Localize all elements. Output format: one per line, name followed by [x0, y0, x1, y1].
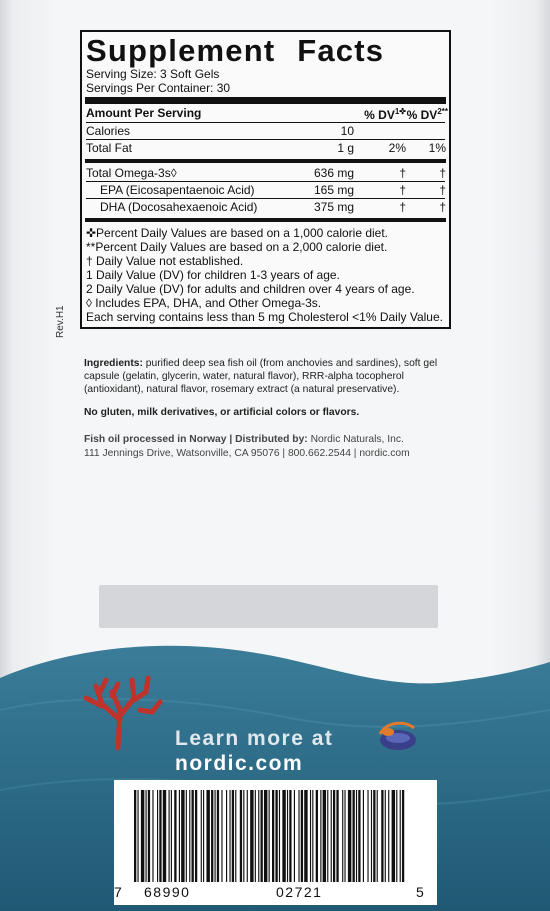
- footnote: **Percent Daily Values are based on a 2,000 calorie diet.: [86, 240, 388, 254]
- barcode-bar: [287, 790, 288, 882]
- thick-divider: [85, 97, 446, 104]
- barcode-bar: [392, 790, 395, 882]
- facts-header-row: [86, 105, 448, 123]
- barcode-bar: [217, 790, 219, 882]
- barcode-bar: [258, 790, 259, 882]
- barcode-bar: [169, 790, 170, 882]
- barcode-bar: [226, 790, 227, 882]
- barcode-bar: [247, 790, 248, 882]
- dv2-header: % $DV^{2**}$: [406, 107, 448, 122]
- barcode-bar: [348, 790, 351, 882]
- distribution-line: Fish oil processed in Norway | Distributed by: Nordic Naturals, Inc.: [84, 434, 404, 445]
- barcode-bar: [344, 790, 345, 882]
- barcode-bar: [396, 790, 397, 882]
- barcode-bar: [203, 790, 204, 882]
- barcode-bar: [171, 790, 172, 882]
- ingredients-text: [84, 357, 456, 396]
- barcode-label: [114, 780, 437, 905]
- barcode-bar: [195, 790, 197, 882]
- nutrient-row: Calories 10: [86, 123, 445, 140]
- barcode-bar: [331, 790, 332, 882]
- barcode-bar: [279, 790, 280, 882]
- footnote: ✜Percent Daily Values are based on a 1,000 calorie diet.: [86, 226, 389, 240]
- barcode-bar: [261, 790, 263, 882]
- barcode-bar: [373, 790, 375, 882]
- footnote: 1 Daily Value (DV) for children 1-3 years of age.: [86, 268, 340, 282]
- nutrient-row: DHA (Docosahexaenoic Acid) 375 mg † †: [100, 200, 446, 214]
- barcode-bar: [240, 790, 242, 882]
- barcode-bar: [400, 790, 401, 882]
- barcode-bar: [179, 790, 180, 882]
- barcode-bar: [316, 790, 318, 882]
- barcode-bar: [353, 790, 355, 882]
- barcode-bar: [298, 790, 299, 882]
- barcode-bar: [327, 790, 328, 882]
- footnote: 2 Daily Value (DV) for adults and children over 4 years of age.: [86, 282, 415, 296]
- footnote: Each serving contains less than 5 mg Cholesterol <1% Daily Value.: [86, 310, 443, 324]
- nutrient-row: Total Omega-3s◊ 636 mg † †: [86, 165, 445, 182]
- barcode-bar: [304, 790, 307, 882]
- barcode-bar: [211, 790, 213, 882]
- footnote: ◊ Includes EPA, DHA, and Other Omega-3s.: [86, 296, 322, 310]
- barcode-bar: [358, 790, 360, 882]
- barcode-bar: [192, 790, 194, 882]
- barcode-bar: [312, 790, 313, 882]
- barcode-bar: [243, 790, 244, 882]
- barcode-bar: [333, 790, 335, 882]
- serving-size: Serving Size: 3 Soft Gels: [86, 67, 220, 81]
- barcode-bar: [275, 790, 277, 882]
- barcode-digits-left: 68990: [144, 884, 191, 900]
- barcode-bar: [215, 790, 216, 882]
- barcode-bar: [402, 790, 404, 882]
- barcode-digit-last: 5: [416, 884, 426, 900]
- barcode-bar: [174, 790, 176, 882]
- ingredients-label: Ingredients:: [84, 358, 143, 369]
- barcode-digit-first: 7: [114, 884, 124, 900]
- barcode-digits-right: 02721: [276, 884, 323, 900]
- distributor-address: 111 Jennings Drive, Watsonville, CA 95076 | 800.662.2544 | nordic.com: [84, 448, 410, 459]
- dv1-header: % $DV^{1✜}$: [364, 107, 406, 122]
- barcode-bar: [342, 790, 343, 882]
- barcode-bar: [388, 790, 389, 882]
- promo-learn-more: Learn more at: [175, 727, 334, 750]
- barcode-bar: [235, 790, 236, 882]
- barcode-bar: [301, 790, 303, 882]
- barcode-bar: [289, 790, 291, 882]
- footnote: † Daily Value not established.: [86, 254, 244, 268]
- barcode-bar: [189, 790, 190, 882]
- barcode-bar: [152, 790, 153, 882]
- barcode-bar: [229, 790, 230, 882]
- barcode-bar: [250, 790, 253, 882]
- barcode-bar: [272, 790, 274, 882]
- barcode-bar: [323, 790, 326, 882]
- supplement-facts-panel: [80, 30, 451, 329]
- nutrient-row: Total Fat 1 g 2% 1%: [86, 141, 446, 155]
- barcode-bar: [356, 790, 357, 882]
- medium-divider: [85, 218, 446, 222]
- barcode-bar: [282, 790, 285, 882]
- barcode-bar: [269, 790, 270, 882]
- upc-barcode: [128, 790, 408, 882]
- barcode-bar: [255, 790, 256, 882]
- barcode-bar: [320, 790, 321, 882]
- barcode-bar: [310, 790, 311, 882]
- allergen-statement: No gluten, milk derivatives, or artificial colors or flavors.: [84, 407, 360, 418]
- barcode-bar: [336, 790, 338, 882]
- barcode-bar: [159, 790, 161, 882]
- amount-per-serving-header: Amount Per Serving: [86, 106, 202, 120]
- servings-per-container: Servings Per Container: 30: [86, 80, 231, 95]
- promo-website: nordic.com: [175, 752, 304, 775]
- barcode-bar: [146, 790, 147, 882]
- barcode-bar: [371, 790, 372, 882]
- barcode-bar: [232, 790, 234, 882]
- ingredients-list: purified deep sea fish oil (from anchovies and sardines), soft gel capsule (gelatin, glycerin, water, natural flavor), RRR-alpha tocopherol (antioxidant), natural flavor, rosemary extract (a natural preservative).: [84, 358, 438, 395]
- medium-divider: [85, 159, 446, 163]
- barcode-bar: [264, 790, 267, 882]
- barcode-bar: [385, 790, 386, 882]
- footnotes: [86, 224, 445, 324]
- barcode-bar: [134, 790, 136, 882]
- barcode-bar: [137, 790, 138, 882]
- barcode-bar: [163, 790, 166, 882]
- revision-code: Rev.H1: [55, 305, 66, 338]
- blank-label-area: [99, 585, 438, 628]
- barcode-bar: [221, 790, 222, 882]
- barcode-bar: [201, 790, 202, 882]
- nutrient-row: EPA (Eicosapentaenoic Acid) 165 mg † †: [86, 182, 445, 199]
- barcode-bar: [181, 790, 184, 882]
- barcode-bar: [186, 790, 187, 882]
- barcode-bar: [294, 790, 295, 882]
- barcode-bar: [363, 790, 364, 882]
- barcode-bar: [148, 790, 150, 882]
- barcode-bar: [157, 790, 158, 882]
- barcode-bar: [206, 790, 209, 882]
- barcode-bar: [381, 790, 383, 882]
- supplement-facts-title: Supplement Facts: [86, 33, 385, 68]
- barcode-bar: [141, 790, 144, 882]
- barcode-bar: [377, 790, 378, 882]
- barcode-bar: [367, 790, 368, 882]
